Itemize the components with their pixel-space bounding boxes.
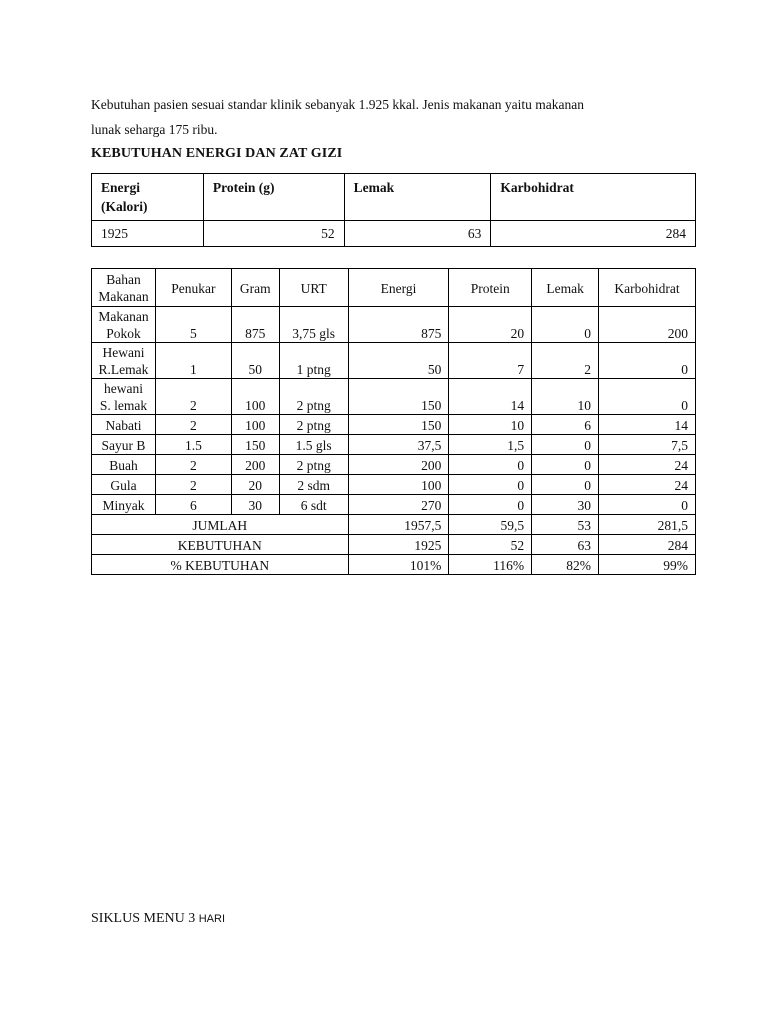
food-name-line1: hewani <box>103 381 143 396</box>
header-food-line2: Makanan <box>98 289 149 304</box>
menu-cycle-text: SIKLUS MENU 3 <box>91 911 199 926</box>
needs-carb-value: 284 <box>491 221 696 247</box>
food-row <box>92 495 696 515</box>
summary-fat-cell: 82% <box>532 555 599 575</box>
gram-cell: 100 <box>231 415 279 435</box>
food-row <box>92 455 696 475</box>
food-name-line1: Sayur B <box>101 438 146 453</box>
protein-cell: 20 <box>449 307 532 343</box>
summary-carb-cell: 281,5 <box>599 515 696 535</box>
header-energy: Energi <box>348 269 449 307</box>
food-name-line1: Makanan <box>98 309 149 324</box>
gram-cell: 150 <box>231 435 279 455</box>
summary-protein-cell: 59,5 <box>449 515 532 535</box>
header-food <box>92 269 156 307</box>
food-name-line2: Pokok <box>106 326 141 341</box>
summary-row <box>92 555 696 575</box>
summary-label: JUMLAH <box>92 515 349 535</box>
summary-carb-cell: 284 <box>599 535 696 555</box>
energy-cell: 150 <box>348 415 449 435</box>
protein-cell: 7 <box>449 343 532 379</box>
food-composition-table <box>91 268 696 575</box>
food-name-cell <box>92 379 156 415</box>
exchange-cell: 2 <box>155 379 231 415</box>
needs-header-carb: Karbohidrat <box>491 174 696 221</box>
summary-energy-cell: 1957,5 <box>348 515 449 535</box>
gram-cell: 200 <box>231 455 279 475</box>
gram-cell: 30 <box>231 495 279 515</box>
needs-header-row <box>92 174 696 221</box>
needs-value-row <box>92 221 696 247</box>
fat-cell: 30 <box>532 495 599 515</box>
carb-cell: 24 <box>599 455 696 475</box>
protein-cell: 10 <box>449 415 532 435</box>
protein-cell: 1,5 <box>449 435 532 455</box>
food-name-cell <box>92 307 156 343</box>
summary-fat-cell: 63 <box>532 535 599 555</box>
urt-cell: 6 sdt <box>279 495 348 515</box>
carb-cell: 0 <box>599 343 696 379</box>
needs-header-fat: Lemak <box>344 174 491 221</box>
intro-paragraph <box>91 92 711 142</box>
summary-label: KEBUTUHAN <box>92 535 349 555</box>
food-name-line1: Hewani <box>102 345 145 360</box>
summary-energy-cell: 101% <box>348 555 449 575</box>
food-name-cell <box>92 455 156 475</box>
protein-cell: 0 <box>449 495 532 515</box>
gram-cell: 875 <box>231 307 279 343</box>
needs-header-energy <box>92 174 204 221</box>
protein-cell: 14 <box>449 379 532 415</box>
protein-cell: 0 <box>449 475 532 495</box>
energy-cell: 150 <box>348 379 449 415</box>
energy-cell: 50 <box>348 343 449 379</box>
section-heading: KEBUTUHAN ENERGI DAN ZAT GIZI <box>91 146 343 161</box>
header-urt: URT <box>279 269 348 307</box>
energy-cell: 200 <box>348 455 449 475</box>
needs-header-energy-line1: Energi <box>101 180 140 195</box>
urt-cell: 3,75 gls <box>279 307 348 343</box>
needs-header-energy-line2: (Kalori) <box>101 199 148 214</box>
food-name-cell <box>92 435 156 455</box>
urt-cell: 1.5 gls <box>279 435 348 455</box>
fat-cell: 6 <box>532 415 599 435</box>
food-name-cell <box>92 475 156 495</box>
food-row <box>92 379 696 415</box>
carb-cell: 200 <box>599 307 696 343</box>
food-row <box>92 435 696 455</box>
summary-carb-cell: 99% <box>599 555 696 575</box>
summary-protein-cell: 52 <box>449 535 532 555</box>
gram-cell: 20 <box>231 475 279 495</box>
summary-label: % KEBUTUHAN <box>92 555 349 575</box>
food-name-line1: Nabati <box>105 418 142 433</box>
menu-cycle-title <box>91 911 225 927</box>
exchange-cell: 5 <box>155 307 231 343</box>
header-food-line1: Bahan <box>106 272 141 287</box>
exchange-cell: 2 <box>155 455 231 475</box>
menu-cycle-small-text: HARI <box>198 913 226 925</box>
exchange-cell: 1 <box>155 343 231 379</box>
gram-cell: 50 <box>231 343 279 379</box>
food-name-line2: R.Lemak <box>98 362 149 377</box>
needs-header-protein: Protein (g) <box>203 174 344 221</box>
urt-cell: 2 ptng <box>279 379 348 415</box>
food-row <box>92 307 696 343</box>
food-row <box>92 415 696 435</box>
fat-cell: 2 <box>532 343 599 379</box>
carb-cell: 0 <box>599 495 696 515</box>
composition-header-row <box>92 269 696 307</box>
carb-cell: 0 <box>599 379 696 415</box>
urt-cell: 2 ptng <box>279 455 348 475</box>
fat-cell: 10 <box>532 379 599 415</box>
energy-cell: 270 <box>348 495 449 515</box>
summary-energy-cell: 1925 <box>348 535 449 555</box>
fat-cell: 0 <box>532 475 599 495</box>
exchange-cell: 2 <box>155 415 231 435</box>
needs-protein-value: 52 <box>203 221 344 247</box>
energy-cell: 875 <box>348 307 449 343</box>
urt-cell: 2 ptng <box>279 415 348 435</box>
food-name-line2: S. lemak <box>99 398 148 413</box>
intro-line-2: lunak seharga 175 ribu. <box>91 122 218 137</box>
summary-protein-cell: 116% <box>449 555 532 575</box>
carb-cell: 14 <box>599 415 696 435</box>
needs-energy-value: 1925 <box>92 221 204 247</box>
summary-row <box>92 515 696 535</box>
food-row <box>92 475 696 495</box>
gram-cell: 100 <box>231 379 279 415</box>
energy-cell: 100 <box>348 475 449 495</box>
energy-needs-table <box>91 173 696 247</box>
urt-cell: 2 sdm <box>279 475 348 495</box>
fat-cell: 0 <box>532 435 599 455</box>
food-row <box>92 343 696 379</box>
food-name-cell <box>92 495 156 515</box>
exchange-cell: 1.5 <box>155 435 231 455</box>
summary-fat-cell: 53 <box>532 515 599 535</box>
protein-cell: 0 <box>449 455 532 475</box>
summary-row <box>92 535 696 555</box>
header-gram: Gram <box>231 269 279 307</box>
food-name-line1: Buah <box>109 458 138 473</box>
carb-cell: 7,5 <box>599 435 696 455</box>
header-protein: Protein <box>449 269 532 307</box>
carb-cell: 24 <box>599 475 696 495</box>
energy-cell: 37,5 <box>348 435 449 455</box>
header-fat: Lemak <box>532 269 599 307</box>
food-name-line1: Gula <box>110 478 137 493</box>
food-name-line1: Minyak <box>102 498 145 513</box>
intro-line-1: Kebutuhan pasien sesuai standar klinik sebanyak 1.925 kkal. Jenis makanan yaitu makanan <box>91 97 584 112</box>
exchange-cell: 2 <box>155 475 231 495</box>
needs-fat-value: 63 <box>344 221 491 247</box>
food-name-cell <box>92 415 156 435</box>
food-name-cell <box>92 343 156 379</box>
header-exchange: Penukar <box>155 269 231 307</box>
fat-cell: 0 <box>532 455 599 475</box>
exchange-cell: 6 <box>155 495 231 515</box>
header-carb: Karbohidrat <box>599 269 696 307</box>
urt-cell: 1 ptng <box>279 343 348 379</box>
fat-cell: 0 <box>532 307 599 343</box>
